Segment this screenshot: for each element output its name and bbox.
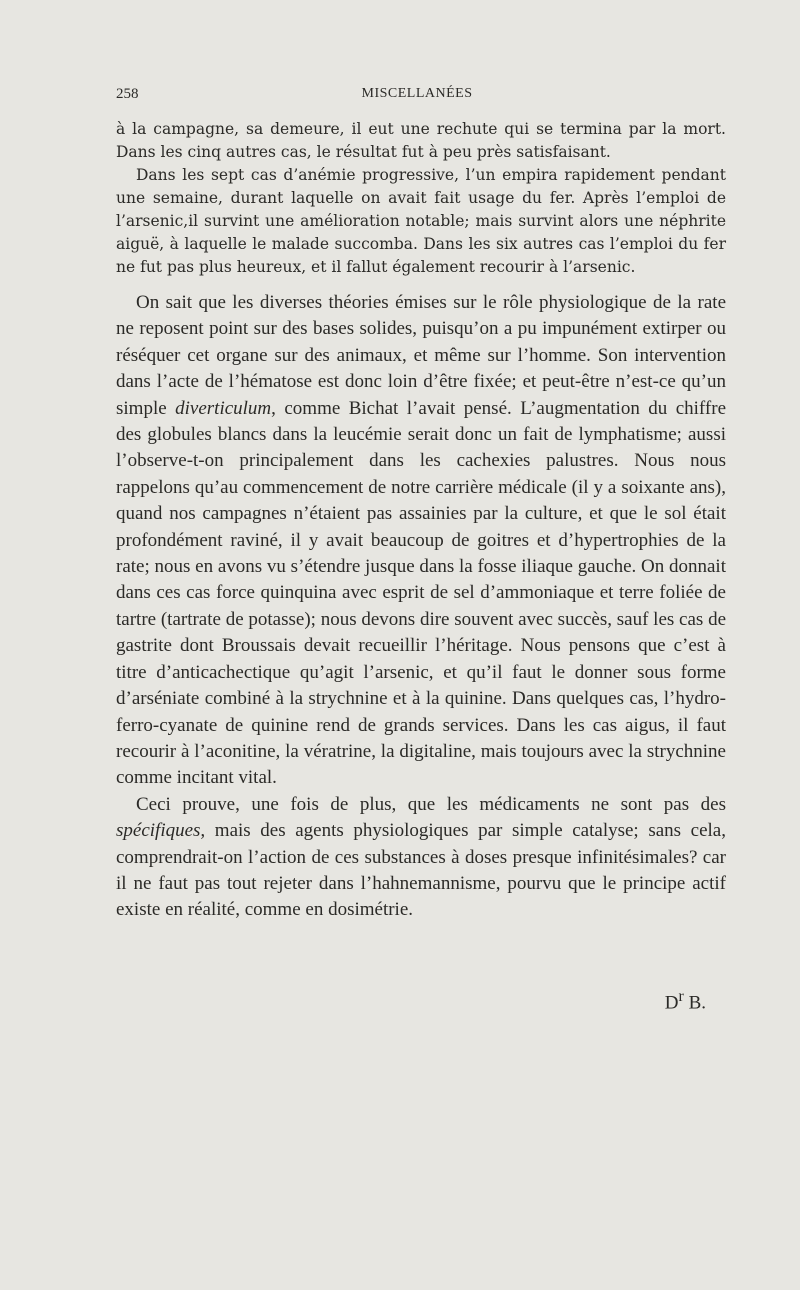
author-signature bbox=[116, 988, 706, 1014]
text-run: On sait que les diverses théories émises sur le rôle physiologique de la rate ne reposent point sur des bases solides, puisqu’on a pu impunément extirper ou réséquer cet organe sur des animaux, et même sur l’homme. Son intervention dans l’acte de l’hématose est donc loin d’être fixée; et peut-être n’est-ce qu’un simple bbox=[116, 292, 726, 419]
text-run: Ceci prouve, une fois de plus, que les médicaments ne sont pas des bbox=[136, 793, 726, 815]
main-text-block bbox=[116, 290, 726, 924]
text-run: , comme Bichat l’avait pensé. L’augmentation du chiffre des globules blancs dans la leucémie serait donc un fait de lymphatisme; aussi l’observe-t-on principalement dans les cachexies palustres. Nous nous rappelons qu’au commencement de notre carrière médicale (il y a soixante ans), quand nos campagnes n’étaient pas assainies par la culture, et que le sol était profondément raviné, il y avait beaucoup de goitres et d’hypertrophies de la rate; nous en avons vu s’étendre jusque dans la fosse iliaque gauche. On donnait dans ces cas force quinquina avec esprit de sel d’ammoniaque et terre foliée de tartre (tartrate de potasse); nous devons dire souvent avec succès, sauf les cas de gastrite dont Broussais devait recueillir l’héritage. Nous pensons que c’est à titre d’anticachectique qu’agit l’arsenic, et qu’il faut le donner sous forme d’arséniate combiné à la strychnine et à la quinine. Dans quelques cas, l’hydro-ferro-cyanate de quinine rend de grands services. Dans les cas aigus, il faut recourir à l’aconitine, la vératrine, la digitaline, mais toujours avec la strychnine comme incitant vital. bbox=[116, 397, 726, 789]
signature-prefix: D bbox=[664, 992, 679, 1014]
italic-term: spécifiques, bbox=[116, 820, 206, 842]
main-paragraph-1 bbox=[116, 290, 726, 792]
small-paragraph-2: Dans les sept cas d’anémie progressive, l’un empira rapidement pendant une semaine, durant laquelle on avait fait usage du fer. Après l’emploi de l’arsenic,il survint une amélioration notable; mais survint alors une néphrite aiguë, à laquelle le malade succomba. Dans les six autres cas l’emploi du fer ne fut pas plus heureux, et il fallut également recourir à l’arsenic. bbox=[116, 166, 726, 276]
signature-name: B. bbox=[683, 992, 706, 1014]
small-print-block bbox=[116, 118, 726, 279]
page-header bbox=[116, 86, 718, 110]
text-run: mais des agents physiologiques par simple catalyse; sans cela, comprendrait-on l’action de ces substances à doses presque infinitésimales? car il ne faut pas tout rejeter dans l’hahnemannisme, pourvu que le principe actif existe en réalité, comme en dosimétrie. bbox=[116, 820, 726, 921]
main-paragraph-2 bbox=[116, 792, 726, 924]
small-paragraph-1: à la campagne, sa demeure, il eut une rechute qui se termina par la mort. Dans les cinq autres cas, le résultat fut à peu près satisfaisant. bbox=[116, 120, 726, 161]
page-number: 258 bbox=[116, 86, 139, 102]
italic-term: diverticulum bbox=[175, 397, 272, 419]
running-title: MISCELLANÉES bbox=[361, 86, 473, 101]
signature-superscript: r bbox=[678, 988, 684, 1005]
